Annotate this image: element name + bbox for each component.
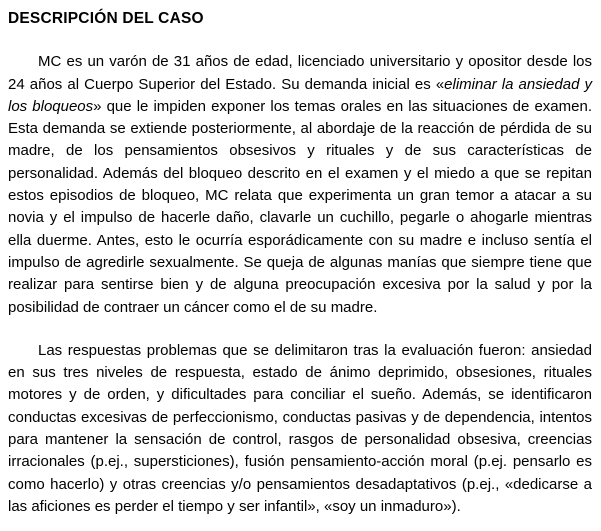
section-title: DESCRIPCIÓN DEL CASO xyxy=(8,10,204,27)
italic-text-run: eliminar la ansiedad y los bloqueos xyxy=(8,75,592,115)
text-run: Las respuestas problemas que se delimitaron tras la evaluación fueron: ansiedad en sus tres niveles de respuesta, estado de ánimo deprimido, obsesiones, rituales motores y de orden, y dificultades para conciliar el sueño. Además, se identificaron conductas excesivas de perfeccionismo, conductas pasivas y de dependencia, intentos para mantener la sensación de control, rasgos de personalidad obsesiva, creencias irracionales (p.ej., supersticiones), fusión pensamiento-acción moral (p.ej. pensarlo es como hacerlo) y otras creencias y/o pensamientos desadaptativos (p.ej., «dedicarse a las aficiones es perder el tiempo y ser infantil», «soy un inmaduro»). xyxy=(8,341,592,515)
text-run: » que le impiden exponer los temas orales en las situaciones de examen. Esta demanda se extiende posteriormente, al abordaje de la reacción de pérdida de su madre, de los pensamientos obsesivos y rituales y de sus características de personalidad. Además del bloqueo descrito en el examen y el miedo a que se repitan estos episodios de bloqueo, MC relata que experimenta un gran temor a atacar a su novia y el impulso de hacerle daño, clavarle un cuchillo, pegarle o ahogarle mientras ella duerme. Antes, esto le ocurría esporádicamente con su madre e incluso sentía el impulso de agredirle sexualmente. Se queja de algunas manías que siempre tiene que realizar para sentirse bien y de alguna preocupación excesiva por la salud y por la posibilidad de contraer un cáncer como el de su madre. xyxy=(8,97,592,316)
paragraphs-container xyxy=(8,51,592,518)
body-paragraph xyxy=(8,51,592,319)
text-run: MC es un varón de 31 años de edad, licenciado universitario y opositor desde los 24 años al Cuerpo Superior del Estado. Su demanda inicial es « xyxy=(8,53,592,93)
body-paragraph xyxy=(8,340,592,518)
